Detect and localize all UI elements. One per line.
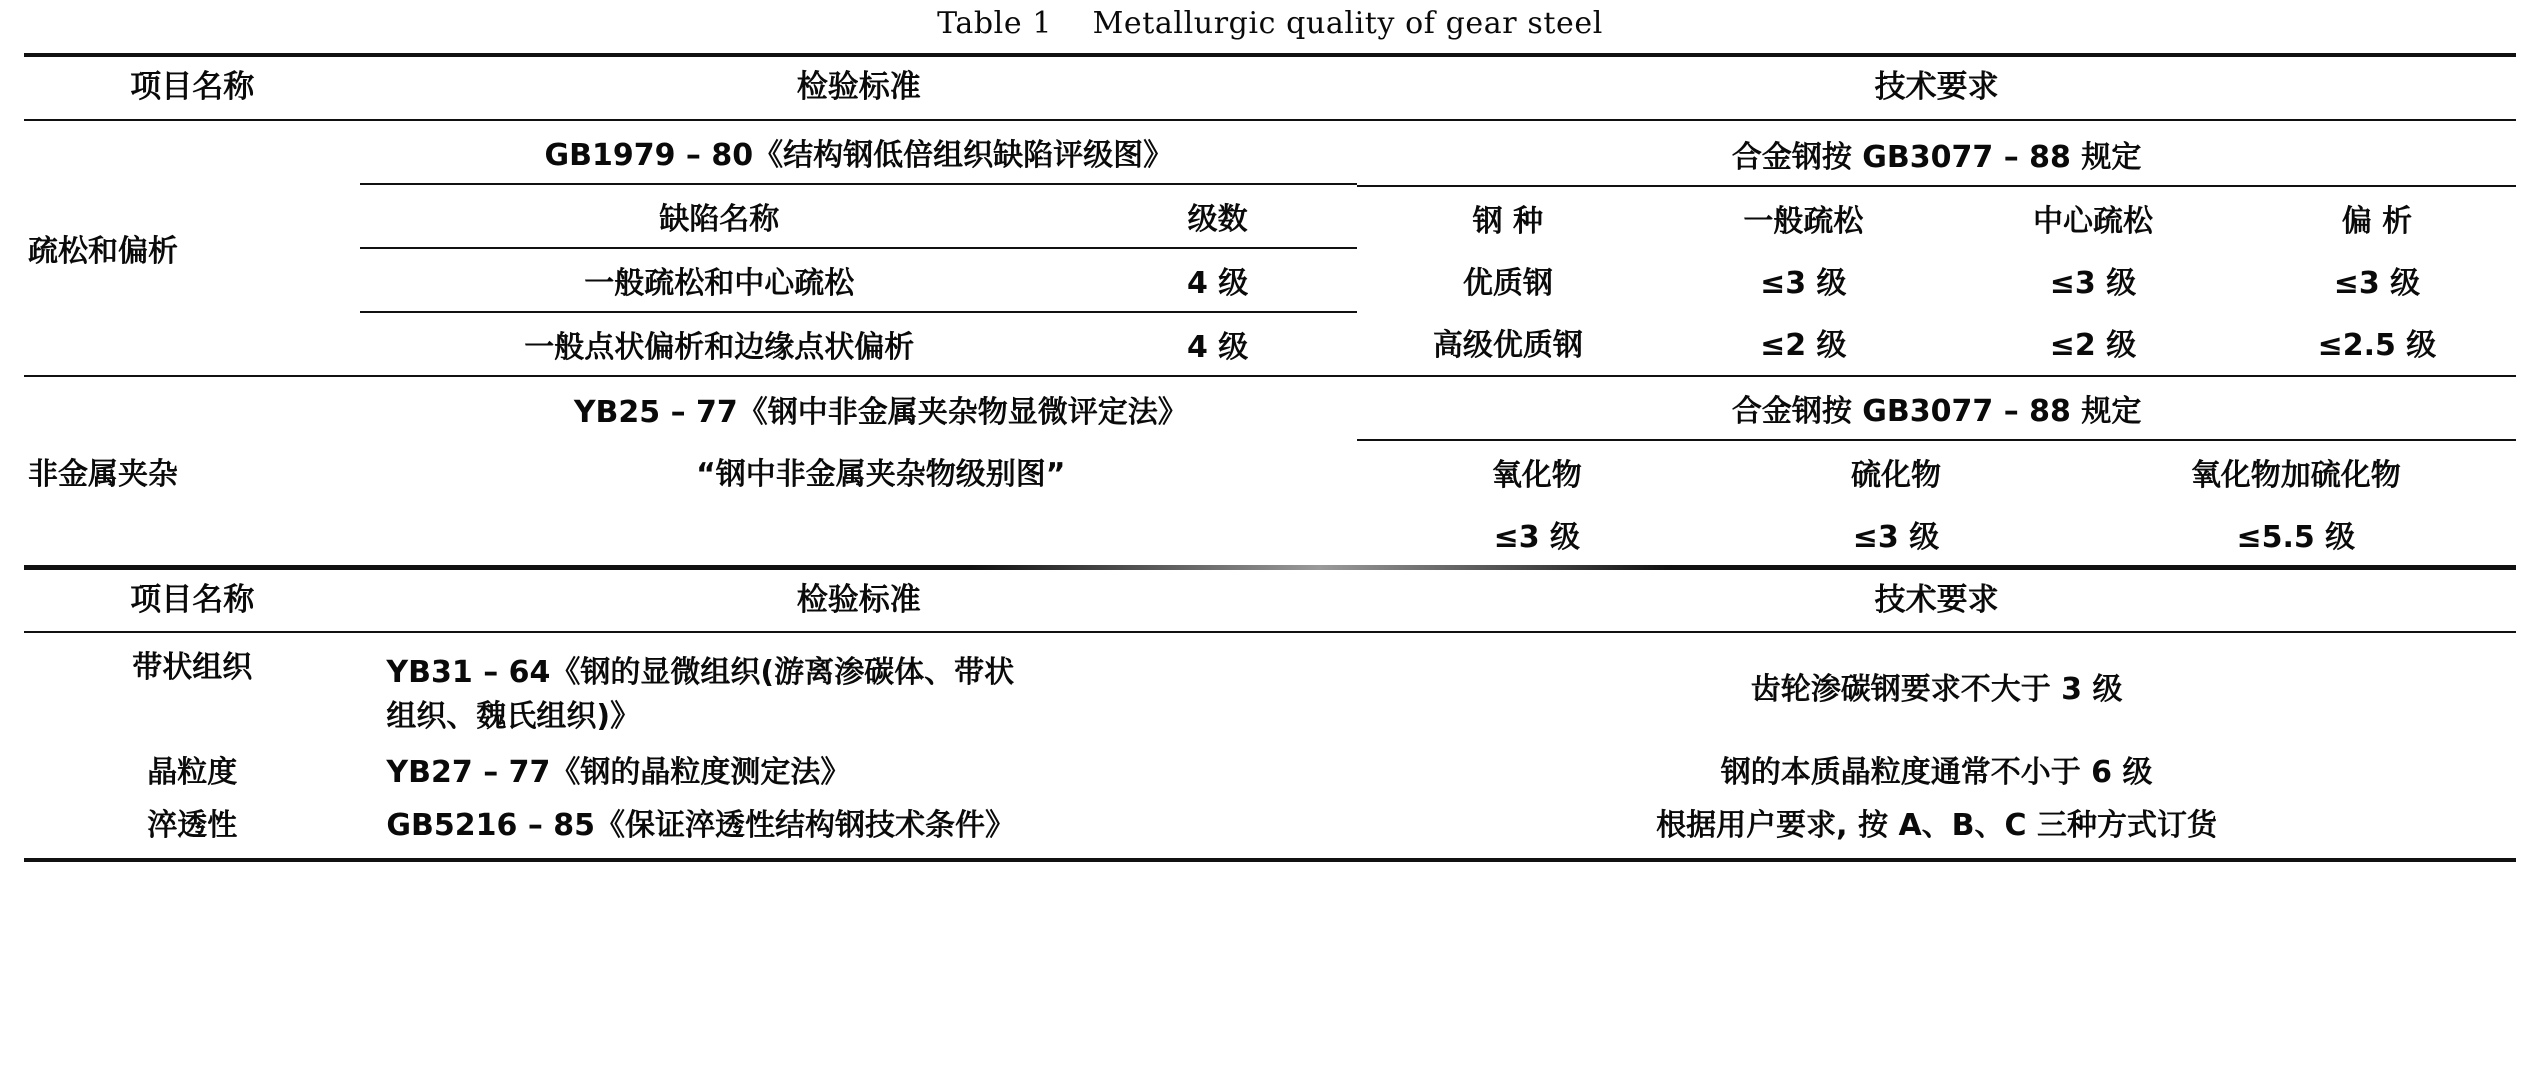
banded-standard-line-1: YB31 – 64《钢的显微组织(游离渗碳体、带状 [386, 655, 1015, 691]
row-label-nonmetallic-inclusions: 非金属夹杂 [28, 456, 178, 492]
grain-standard: YB27 – 77《钢的晶粒度测定法》 [386, 755, 851, 791]
req-r2-c1: 高级优质钢 [1432, 327, 1583, 363]
banded-requirement: 齿轮渗碳钢要求不大于 3 级 [1750, 672, 2123, 708]
table-header-continued [24, 570, 2516, 633]
inclusions-header-sulfide: 硫化物 [1716, 440, 2075, 503]
req-header-segregation: 偏 析 [2238, 186, 2516, 249]
table-bottom-rule [24, 858, 2516, 862]
inclusions-value-sulfide: ≤3 级 [1852, 519, 1940, 555]
header-col-2: 检验标准 [796, 69, 921, 105]
header2-col-1: 项目名称 [130, 581, 255, 618]
hardenability-standard: GB5216 – 85《保证淬透性结构钢技术条件》 [386, 807, 1016, 843]
inclusions-standard-title: YB25 – 77《钢中非金属夹杂物显微评定法》 [573, 394, 1188, 430]
porosity-standard-title: GB1979 – 80《结构钢低倍组织缺陷评级图》 [544, 137, 1174, 173]
porosity-defect-2: 一般点状偏析和边缘点状偏析 [360, 312, 1078, 375]
table-row [24, 800, 2516, 853]
inclusions-header-oxide-plus-sulfide: 氧化物加硫化物 [2076, 440, 2516, 503]
metallurgic-quality-table [24, 53, 2516, 565]
metallurgic-quality-table-continued [24, 570, 2516, 853]
inclusions-standard-sub: “钢中非金属夹杂物级别图” [696, 456, 1066, 492]
req-header-general-porosity: 一般疏松 [1658, 186, 1948, 249]
table-caption: Table 1 Metallurgic quality of gear steel [937, 6, 1603, 41]
inclusions-standard-cell [360, 376, 1357, 565]
porosity-subheader-defect-name: 缺陷名称 [360, 184, 1078, 248]
inclusions-value-oxide-plus-sulfide: ≤5.5 级 [2236, 519, 2356, 555]
porosity-standard-subtable [360, 121, 1357, 375]
porosity-requirement-title: 合金钢按 GB3077 – 88 规定 [1731, 139, 2142, 175]
table-body-continued [24, 632, 2516, 852]
porosity-grade-1: 4 级 [1078, 248, 1357, 312]
hardenability-requirement: 根据用户要求, 按 A、B、C 三种方式订货 [1656, 807, 2218, 843]
inclusions-value-oxide: ≤3 级 [1493, 519, 1581, 555]
inclusions-header-oxide: 氧化物 [1357, 440, 1716, 503]
req-r1-c4: ≤3 级 [2333, 265, 2421, 301]
inclusions-requirement-title: 合金钢按 GB3077 – 88 规定 [1731, 393, 2142, 429]
header2-col-2: 检验标准 [796, 581, 921, 618]
banded-standard-line-2: 组织、魏氏组织)》 [386, 698, 641, 734]
porosity-subheader-grade: 级数 [1078, 184, 1357, 248]
req-r2-c2: ≤2 级 [1760, 327, 1847, 363]
grain-requirement: 钢的本质晶粒度通常不小于 6 级 [1720, 755, 2153, 791]
inclusions-requirement-cell [1357, 376, 2516, 565]
inclusions-requirement-subtable [1357, 377, 2516, 565]
table-row [24, 747, 2516, 800]
porosity-standard-cell [360, 120, 1357, 376]
req-r1-c2: ≤3 级 [1760, 265, 1847, 301]
req-r2-c3: ≤2 级 [2049, 327, 2137, 363]
row-label-grain-size: 晶粒度 [147, 755, 238, 791]
header-col-1: 项目名称 [130, 69, 255, 105]
req-r1-c3: ≤3 级 [2049, 265, 2137, 301]
row-label-hardenability: 淬透性 [147, 807, 238, 843]
table-header [24, 55, 2516, 120]
req-header-center-porosity: 中心疏松 [1948, 186, 2238, 249]
table-row-group-porosity-segregation [24, 120, 2516, 376]
table-row-group-nonmetallic-inclusions [24, 376, 2516, 565]
porosity-grade-2: 4 级 [1078, 312, 1357, 375]
porosity-requirement-subtable [1357, 123, 2516, 373]
porosity-requirement-cell [1357, 120, 2516, 376]
header2-col-3: 技术要求 [1874, 581, 1999, 618]
table-row [24, 632, 2516, 747]
porosity-defect-1: 一般疏松和中心疏松 [360, 248, 1078, 312]
row-label-banded-structure: 带状组织 [132, 650, 253, 686]
req-r1-c1: 优质钢 [1462, 265, 1553, 301]
req-header-steel-type: 钢 种 [1357, 186, 1658, 249]
req-r2-c4: ≤2.5 级 [2317, 327, 2437, 363]
row-label-porosity-segregation: 疏松和偏析 [28, 233, 178, 269]
inclusions-standard-subtable [360, 378, 1357, 564]
header-col-3: 技术要求 [1874, 69, 1999, 105]
